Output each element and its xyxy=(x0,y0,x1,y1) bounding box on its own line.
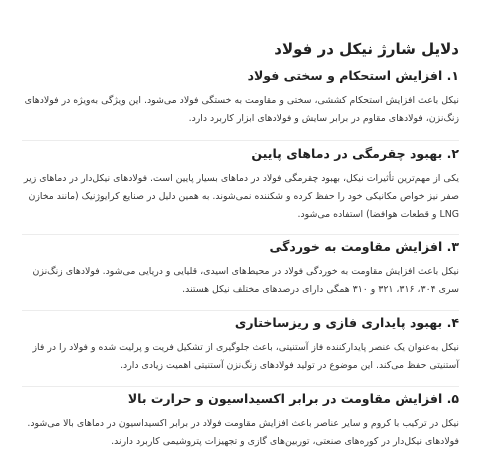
section-heading: ۵. افزایش مقاومت در برابر اکسیداسیون و حرارت بالا xyxy=(127,391,459,406)
section-heading: ۱. افزایش استحکام و سختی فولاد xyxy=(247,68,459,83)
section-body: نیکل باعث افزایش مقاومت به خوردگی فولاد در محیط‌های اسیدی، قلیایی و دریایی می‌شود. فولادهای زنگ‌نزن سری ۳۰۴، ۳۱۶، ۳۲۱ و ۳۱۰ همگی دارای درصدهای مختلف نیکل هستند. xyxy=(32,266,459,295)
section-phase-stability xyxy=(22,313,459,375)
section-body: نیکل باعث افزایش استحکام کششی، سختی و مقاومت به خستگی فولاد می‌شود. این ویژگی به‌ویژه در فولادهای زنگ‌نزن، فولادهای مقاوم در برابر سایش و فولادهای ابزار کاربرد دارد. xyxy=(24,95,459,124)
section-heading: ۲. بهبود چقرمگی در دماهای پایین xyxy=(251,146,459,161)
section-oxidation xyxy=(22,389,459,451)
section-toughness xyxy=(22,144,459,224)
section-corrosion xyxy=(22,237,459,299)
section-divider xyxy=(22,386,459,387)
section-divider xyxy=(22,234,459,235)
section-body: نیکل در ترکیب با کروم و سایر عناصر باعث افزایش مقاومت فولاد در برابر اکسیداسیون در دماهای بالا می‌شود. فولادهای نیکل‌دار در کوره‌های صنعتی، توربین‌های گازی و تجهیزات پتروشیمی کاربرد دارند. xyxy=(27,418,459,447)
section-body: یکی از مهم‌ترین تأثیرات نیکل، بهبود چقرمگی فولاد در دماهای بسیار پایین است. فولادهای نیکل‌دار در دماهای زیر صفر نیز خواص مکانیکی خود را حفظ کرده و شکننده نمی‌شوند. به همین دلیل در صنایع کرایوژنیک (مانند مخازن LNG و قطعات هوافضا) استفاده می‌شود. xyxy=(23,173,459,220)
page-title: دلایل شارژ نیکل در فولاد xyxy=(274,40,459,58)
section-divider xyxy=(22,310,459,311)
section-divider xyxy=(22,140,459,141)
section-strength xyxy=(22,66,459,128)
section-body: نیکل به‌عنوان یک عنصر پایدارکننده فاز آستنیتی، باعث جلوگیری از تشکیل فریت و پرلیت شده و فولاد را در فاز آستنیتی حفظ می‌کند. این موضوع در تولید فولادهای زنگ‌نزن آستنیتی اهمیت زیادی دارد. xyxy=(32,342,459,371)
section-heading: ۴. بهبود پایداری فازی و ریزساختاری xyxy=(234,315,459,330)
section-heading: ۳. افزایش مقاومت به خوردگی xyxy=(269,239,459,254)
